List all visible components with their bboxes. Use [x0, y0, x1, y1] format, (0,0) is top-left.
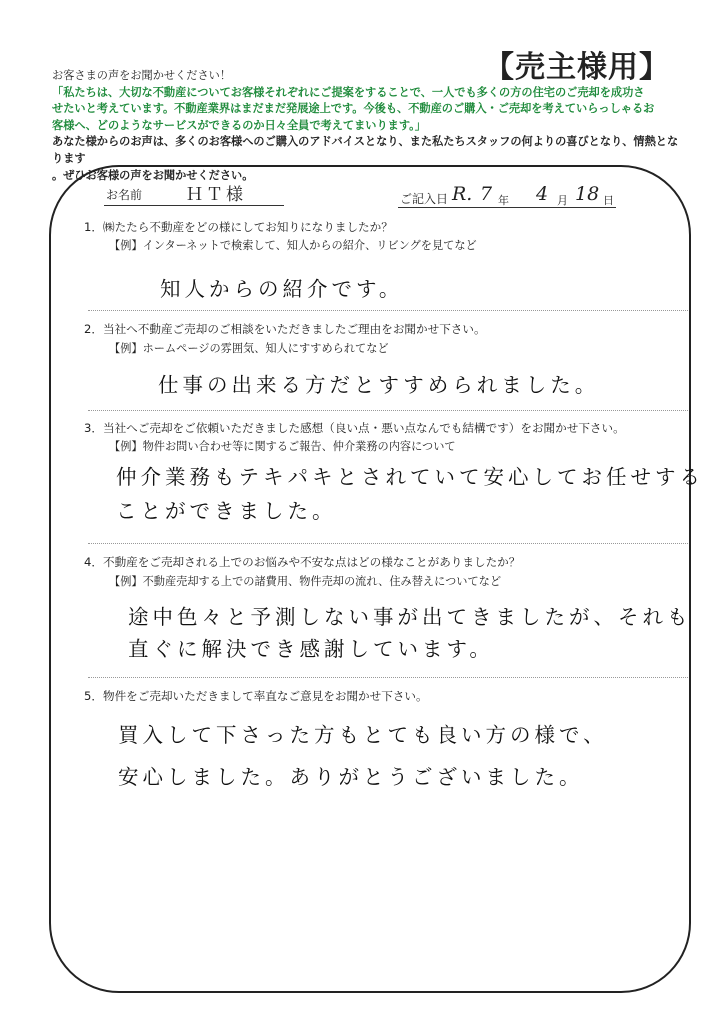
question-3-example: 【例】物件お問い合わせ等に関するご報告、仲介業務の内容について [109, 440, 456, 453]
name-underline [104, 205, 284, 206]
month-value: 4 [536, 183, 549, 205]
date-label: ご記入日 [400, 192, 449, 206]
year-value: 7 [480, 183, 493, 205]
answer-1-line: 知人からの紹介です。 [160, 277, 404, 301]
name-value: ＨＴ様 [186, 185, 246, 205]
intro-request-line: あなた様からのお声は、多くのお客様へのご購入のアドバイスとなり、また私たちスタッフの何よりの喜びとなり、情熱となります [52, 135, 679, 165]
era-value: R. [452, 183, 473, 205]
question-1-example: 【例】インターネットで検索して、知人からの紹介、リビングを見てなど [109, 239, 477, 252]
section-divider [88, 543, 688, 544]
intro-request-line: 。ぜひお客様の声をお聞かせください。 [52, 168, 254, 182]
section-divider [88, 410, 688, 411]
question-4: 4．不動産をご売却される上でのお悩みや不安な点はどの様なことがありましたか？ [84, 555, 521, 569]
name-label: お名前 [106, 188, 143, 202]
year-label: 年 [498, 194, 509, 207]
date-underline [398, 207, 616, 208]
question-1: 1．㈱たたら不動産をどの様にしてお知りになりましたか？ [84, 220, 393, 234]
question-5: 5．物件をご売却いただきまして率直なご意見をお聞かせ下さい。 [84, 689, 428, 703]
question-2-example: 【例】ホームページの雰囲気、知人にすすめられてなど [109, 342, 389, 355]
intro-message-line: 「私たちは、大切な不動産についてお客様それぞれにご提案をすることで、一人でも多くの方の住宅のご売却を成功さ [52, 85, 645, 99]
seller-badge: 【売主様用】 [484, 50, 670, 85]
question-3: 3．当社へご売却をご依頼いただきました感想（良い点・悪い点なんでも結構です）をお聞かせ下さい。 [84, 421, 625, 435]
intro-message-line: せたいと考えています。不動産業界はまだまだ発展途上です。今後も、不動産のご購入・ご売却を考えていらっしゃるお [52, 102, 655, 116]
day-value: 18 [575, 183, 600, 205]
answer-5-line: 買入して下さった方もとても良い方の様で、 [118, 723, 608, 747]
section-divider [88, 677, 688, 678]
section-divider [88, 310, 688, 311]
answer-5-line: 安心しました。ありがとうございました。 [118, 765, 584, 789]
intro-message-line: 客様へ、どのようなサービスができるのか日々全員で考えてまいります。」 [52, 118, 426, 132]
question-4-example: 【例】不動産売却する上での諸費用、物件売却の流れ、住み替えについてなど [109, 575, 502, 588]
answer-2-line: 仕事の出来る方だとすすめられました。 [158, 373, 600, 397]
day-label: 日 [603, 194, 614, 207]
answer-4-line: 直ぐに解決でき感謝しています。 [128, 637, 494, 661]
intro-line: お客さまの声をお聞かせください！ [52, 69, 232, 82]
answer-4-line: 途中色々と予測しない事が出てきましたが、それも [128, 605, 692, 629]
answer-3-line: 仲介業務もテキパキとされていて安心してお任せする [116, 465, 704, 489]
question-2: 2．当社へ不動産ご売却のご相談をいただきましたご理由をお聞かせ下さい。 [84, 322, 486, 336]
answer-3-line: ことができました。 [116, 499, 337, 523]
month-label: 月 [557, 194, 568, 207]
